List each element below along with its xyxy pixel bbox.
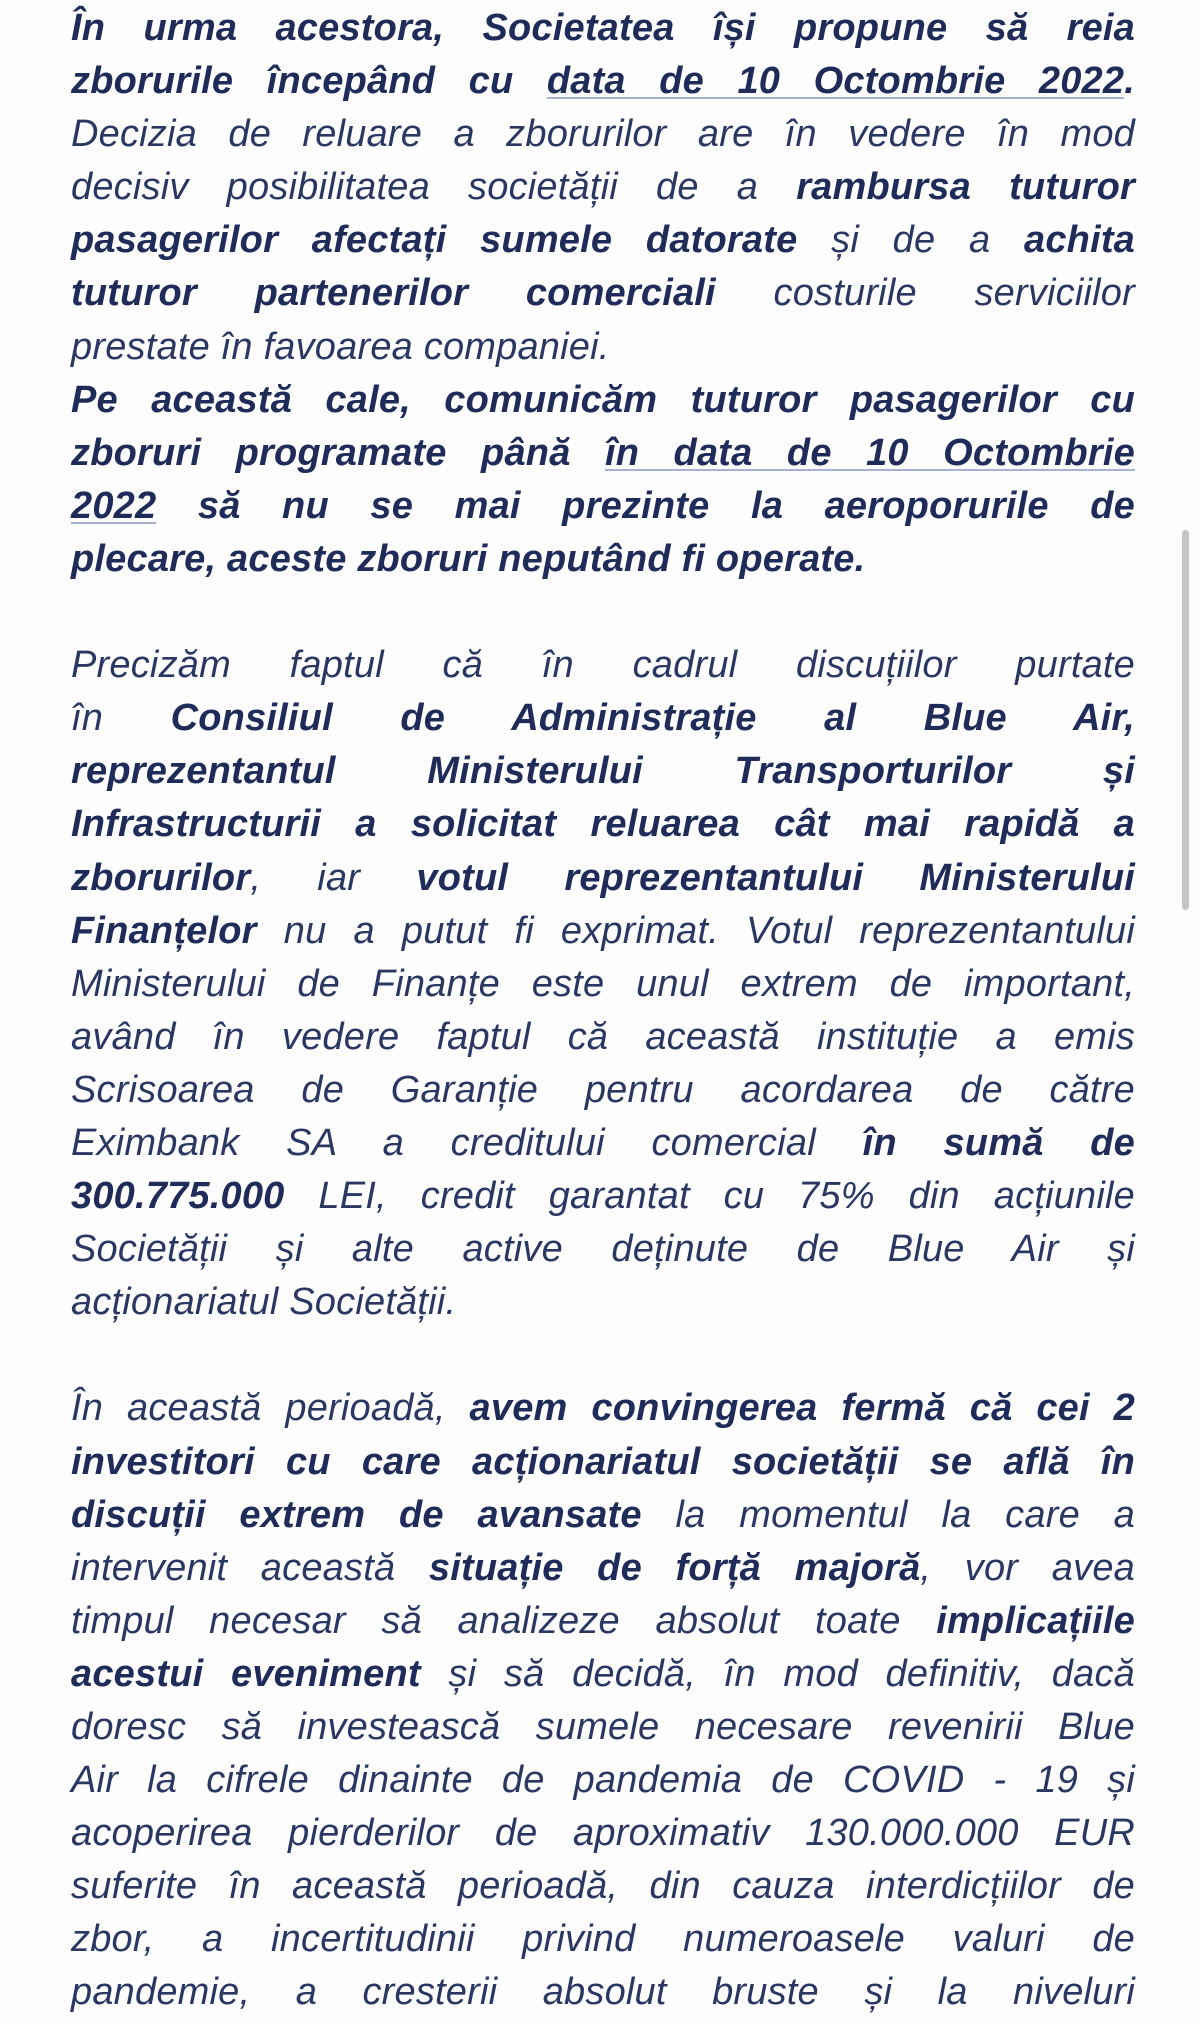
text-line <box>71 1064 1135 1117</box>
text-line <box>71 374 1135 427</box>
text-span: și să decidă, în mod definitiv, dacă <box>420 1652 1135 1695</box>
text-span: timpul necesar să analizeze absolut toate <box>71 1599 937 1642</box>
bold-text: achita <box>1023 219 1136 262</box>
bold-text: Consiliul de Administrație al Blue Air, <box>170 697 1136 740</box>
text-line <box>71 161 1135 214</box>
bold-text: implicațiile <box>936 1599 1135 1642</box>
text-line <box>71 1276 1135 1329</box>
text-span: Scrisoarea de Garanție pentru acordarea de către <box>71 1068 1135 1111</box>
bold-text: să nu se mai prezinte la aeroporurile de <box>156 484 1135 527</box>
text-span: , iar <box>250 856 417 899</box>
bold-text: investitori cu care acționariatul societății se află în <box>71 1440 1135 1483</box>
text-line <box>71 958 1135 1011</box>
text-span: , vor avea <box>920 1546 1135 1589</box>
text-span: nu a putut fi exprimat. Votul reprezentantului <box>256 909 1135 952</box>
bold-text: pasagerilor afectați sumele datorate <box>71 219 798 262</box>
text-line <box>71 214 1135 267</box>
text-span: Societății și alte active deținute de Blue Air și <box>71 1228 1135 1271</box>
text-line <box>71 1223 1135 1276</box>
text-span: Precizăm faptul că în cadrul discuțiilor purtate <box>71 644 1135 687</box>
text-line <box>71 905 1135 958</box>
bold-text: discuții extrem de avansate <box>71 1493 642 1536</box>
document-body <box>71 2 1135 2020</box>
text-span: costurile serviciilor <box>715 272 1135 315</box>
bold-text: În urma acestora, Societatea își propune să reia <box>71 7 1135 49</box>
text-span: suferite în această perioadă, din cauza interdicțiilor de <box>71 1865 1135 1908</box>
text-span: în <box>71 697 171 740</box>
paragraph-spacer <box>71 1329 1135 1382</box>
bold-text: plecare, aceste zboruri neputând fi operate. <box>71 537 866 580</box>
text-line <box>71 2 1135 55</box>
bold-text: zborurilor <box>71 856 251 899</box>
bold-text: . <box>1124 60 1135 103</box>
text-line <box>71 692 1135 745</box>
paragraph-2 <box>71 639 1135 1329</box>
text-span: În această perioadă, <box>71 1387 470 1430</box>
text-span: Air la cifrele dinainte de pandemia de COVID - 19 și <box>71 1759 1135 1802</box>
text-line <box>71 1011 1135 1064</box>
text-line <box>71 1489 1135 1542</box>
underlined-date-text: 2022 <box>71 484 157 527</box>
text-span: Ministerului de Finanțe este unul extrem de important, <box>71 962 1135 1005</box>
text-line <box>71 639 1135 692</box>
text-line <box>71 1170 1135 1223</box>
text-line <box>71 1807 1135 1860</box>
text-line <box>71 533 1135 586</box>
text-line <box>71 1754 1135 1807</box>
bold-text: tuturor partenerilor comerciali <box>71 272 716 315</box>
text-line <box>71 1542 1135 1595</box>
text-span: prestate în favoarea companiei. <box>71 325 610 368</box>
bold-text: reprezentantul Ministerului Transporturilor și <box>71 750 1135 793</box>
bold-text: zboruri programate până <box>71 431 605 474</box>
text-line <box>71 108 1135 161</box>
bold-text: Finanțelor <box>71 909 257 952</box>
text-line <box>71 321 1135 374</box>
bold-text: zborurile începând cu <box>71 60 547 103</box>
text-span: și de a <box>797 219 1024 262</box>
text-span: acționariatul Societății. <box>71 1281 457 1324</box>
text-line <box>71 1648 1135 1701</box>
text-line <box>71 745 1135 798</box>
text-line <box>71 1382 1135 1435</box>
text-span: acoperirea pierderilor de aproximativ 130.000.000 EUR <box>71 1812 1135 1855</box>
text-span: intervenit această <box>71 1546 429 1589</box>
text-span: Eximbank SA a creditului comercial <box>71 1121 863 1164</box>
bold-text: votul reprezentantului Ministerului <box>416 856 1135 899</box>
text-span: având în vedere faptul că această instituție a emis <box>71 1015 1135 1058</box>
text-line <box>71 55 1135 108</box>
text-span: la momentul la care a <box>641 1493 1135 1536</box>
bold-text: în sumă de <box>862 1121 1135 1164</box>
text-span: decisiv posibilitatea societății de a <box>71 166 797 209</box>
text-line <box>71 1117 1135 1170</box>
paragraph-3 <box>71 1382 1135 2019</box>
text-line <box>71 267 1135 320</box>
text-line <box>71 1966 1135 2019</box>
text-line <box>71 798 1135 851</box>
text-span: LEI, credit garantat cu 75% din acțiunile <box>284 1175 1135 1218</box>
paragraph-1 <box>71 2 1135 586</box>
text-line <box>71 480 1135 533</box>
text-line <box>71 1595 1135 1648</box>
text-line <box>71 1436 1135 1489</box>
text-line <box>71 1860 1135 1913</box>
text-span: Decizia de reluare a zborurilor are în vedere în mod <box>71 113 1135 156</box>
bold-text: Infrastructurii a solicitat reluarea cât mai rapidă a <box>71 803 1135 846</box>
bold-text: 300.775.000 <box>71 1175 285 1218</box>
text-span: doresc să investească sumele necesare revenirii Blue <box>71 1706 1135 1748</box>
underlined-date-text: data de 10 Octombrie 2022 <box>546 60 1125 103</box>
bold-text: rambursa tuturor <box>796 166 1135 209</box>
text-span: zbor, a incertitudinii privind numeroasele valuri de <box>71 1918 1135 1961</box>
bold-text: Pe această cale, comunicăm tuturor pasagerilor cu <box>71 378 1135 421</box>
text-line <box>71 1913 1135 1966</box>
bold-text: acestui eveniment <box>71 1652 421 1695</box>
bold-text: avem convingerea fermă că cei 2 <box>469 1387 1135 1430</box>
paragraph-spacer <box>71 586 1135 639</box>
text-line <box>71 852 1135 905</box>
text-line <box>71 427 1135 480</box>
bold-text: situație de forță majoră <box>428 1546 921 1589</box>
text-span: pandemie, a cresterii absolut bruste și la niveluri <box>71 1971 1135 2014</box>
scrollbar-thumb[interactable] <box>1182 530 1189 910</box>
text-line <box>71 1701 1135 1754</box>
underlined-date-text: în data de 10 Octombrie <box>604 431 1135 474</box>
